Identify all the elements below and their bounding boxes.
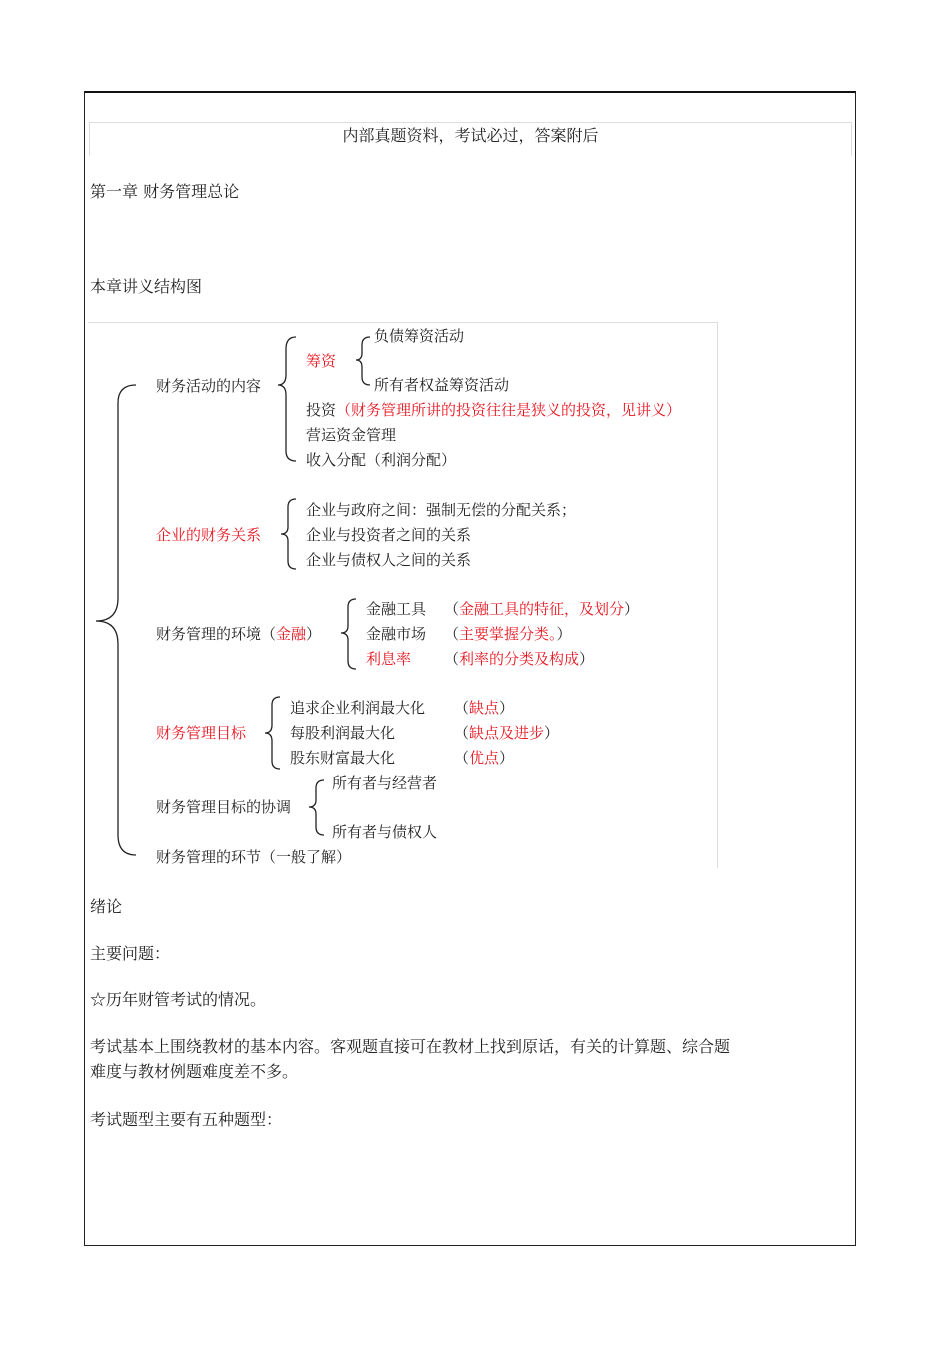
env-tools-note-text: 金融工具的特征，及划分 bbox=[459, 600, 625, 618]
coordination-managers: 所有者与经营者 bbox=[332, 774, 438, 792]
goal-profit: 追求企业利润最大化 bbox=[290, 699, 426, 717]
goal-eps-note bbox=[454, 723, 559, 743]
goals-label: 财务管理目标 bbox=[156, 724, 247, 742]
goal-eps-open: （ bbox=[454, 724, 470, 742]
relations-label: 企业的财务关系 bbox=[156, 526, 262, 544]
environment-label-red: 金融 bbox=[276, 625, 307, 643]
section-title: 本章讲义结构图 bbox=[90, 277, 203, 296]
steps-label: 财务管理的环节（一般了解） bbox=[156, 848, 352, 866]
goals-brace bbox=[265, 697, 280, 769]
structure-diagram bbox=[88, 322, 718, 868]
paragraph-exam-line2: 难度与教材例题难度差不多。 bbox=[90, 1062, 299, 1081]
environment-brace bbox=[341, 599, 356, 669]
main-brace bbox=[96, 385, 136, 855]
investing-label: 投资 bbox=[306, 401, 337, 419]
relation-government: 企业与政府之间：强制无偿的分配关系； bbox=[306, 501, 577, 519]
env-tools-close: ） bbox=[624, 600, 640, 618]
income-distribution: 收入分配（利润分配） bbox=[306, 451, 457, 469]
working-capital: 营运资金管理 bbox=[306, 426, 397, 444]
goal-wealth-close: ） bbox=[499, 749, 515, 767]
paragraph-exam-line1: 考试基本上围绕教材的基本内容。客观题直接可在教材上找到原话，有关的计算题、综合题 bbox=[90, 1037, 731, 1056]
bullet-exam-history: ☆历年财管考试的情况。 bbox=[90, 990, 267, 1009]
main-questions: 主要问题： bbox=[90, 944, 171, 963]
env-tools: 金融工具 bbox=[366, 600, 427, 618]
paragraph-question-types: 考试题型主要有五种题型： bbox=[90, 1110, 283, 1129]
goal-wealth-note-text: 优点 bbox=[469, 749, 500, 767]
goal-wealth-open: （ bbox=[454, 749, 470, 767]
relation-creditors: 企业与债权人之间的关系 bbox=[306, 551, 472, 569]
env-rate: 利息率 bbox=[366, 650, 412, 668]
env-market-open: （ bbox=[444, 625, 460, 643]
coordination-brace bbox=[309, 780, 324, 835]
env-rate-note bbox=[444, 649, 594, 669]
goal-profit-note-text: 缺点 bbox=[469, 699, 500, 717]
header-banner-text: 内部真题资料，考试必过，答案附后 bbox=[342, 126, 599, 145]
activities-label: 财务活动的内容 bbox=[156, 377, 262, 395]
goal-profit-close: ） bbox=[499, 699, 515, 717]
coordination-label: 财务管理目标的协调 bbox=[156, 798, 292, 816]
relation-investors: 企业与投资者之间的关系 bbox=[306, 526, 472, 544]
goal-eps-close: ） bbox=[544, 724, 560, 742]
env-rate-close: ） bbox=[579, 650, 595, 668]
goal-eps-note-text: 缺点及进步 bbox=[469, 724, 545, 742]
environment-label-prefix: 财务管理的环境（ bbox=[156, 625, 277, 643]
environment-label bbox=[156, 624, 321, 644]
investing-line bbox=[306, 400, 681, 420]
env-rate-note-text: 利率的分类及构成 bbox=[459, 650, 580, 668]
activities-brace bbox=[278, 337, 296, 461]
env-market: 金融市场 bbox=[366, 625, 427, 643]
debt-financing: 负债筹资活动 bbox=[374, 327, 465, 345]
environment-label-suffix: ） bbox=[306, 625, 322, 643]
financing-brace bbox=[356, 337, 370, 385]
goal-wealth: 股东财富最大化 bbox=[290, 749, 396, 767]
intro-title: 绪论 bbox=[90, 897, 123, 916]
equity-financing: 所有者权益筹资活动 bbox=[374, 376, 510, 394]
goal-profit-open: （ bbox=[454, 699, 470, 717]
investing-note: （财务管理所讲的投资往往是狭义的投资，见讲义） bbox=[336, 401, 682, 419]
goal-eps: 每股利润最大化 bbox=[290, 724, 396, 742]
goal-wealth-note bbox=[454, 748, 514, 768]
env-market-note-text: 主要掌握分类。 bbox=[459, 625, 557, 643]
env-market-close: ） bbox=[556, 625, 572, 643]
header-banner bbox=[89, 122, 852, 156]
coordination-creditors: 所有者与债权人 bbox=[332, 823, 438, 841]
env-market-note bbox=[444, 624, 572, 644]
relations-brace bbox=[281, 499, 296, 569]
financing-label: 筹资 bbox=[306, 352, 337, 370]
goal-profit-note bbox=[454, 698, 514, 718]
chapter-title: 第一章 财务管理总论 bbox=[90, 182, 240, 201]
env-rate-open: （ bbox=[444, 650, 460, 668]
env-tools-note bbox=[444, 599, 639, 619]
env-tools-open: （ bbox=[444, 600, 460, 618]
